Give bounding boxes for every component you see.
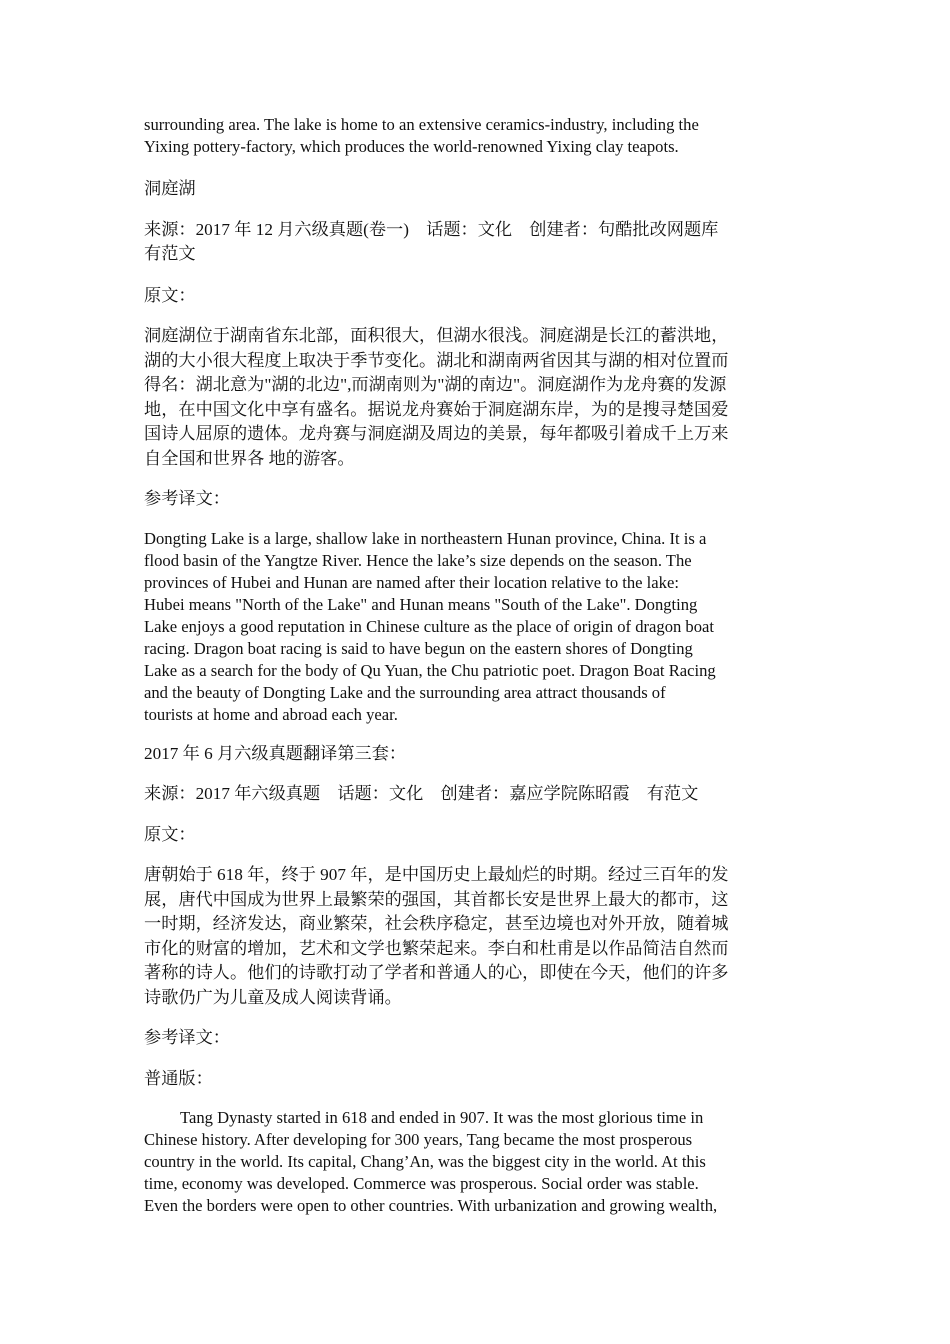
text-line: 展，唐代中国成为世界上最繁荣的强国，其首都长安是世界上最大的都市，这 <box>144 889 729 909</box>
text-line: Lake enjoys a good reputation in Chinese culture as the place of origin of dragon boat <box>144 616 715 636</box>
translation-text <box>144 1107 812 1217</box>
text-line: 湖的大小很大程度上取决于季节变化。湖北和湖南两省因其与湖的相对位置而 <box>144 350 729 370</box>
text-line: 唐朝始于 618 年，终于 907 年，是中国历史上最灿烂的时期。经过三百年的发 <box>144 865 729 884</box>
original-text <box>144 324 812 471</box>
source-line: 来源：2017 年 12 月六级真题(卷一) 话题：文化 创建者：句酷批改网题库 <box>144 219 719 239</box>
text-line: 著称的诗人。他们的诗歌打动了学者和普通人的心，即使在今天，他们的许多 <box>144 963 729 982</box>
text-line: provinces of Hubei and Hunan are named after their location relative to the lake: <box>144 572 679 592</box>
original-text <box>144 863 812 1010</box>
translation-label: 参考译文： <box>144 1028 230 1047</box>
text-line: and the beauty of Dongting Lake and the surrounding area attract thousands of <box>144 682 666 702</box>
translation-text <box>144 528 812 726</box>
text-line: 国诗人屈原的遗体。龙舟赛与洞庭湖及周边的美景，每年都吸引着成千上万来 <box>144 424 729 443</box>
text-line: racing. Dragon boat racing is said to have begun on the eastern shores of Dongting <box>144 638 693 658</box>
section-title: 洞庭湖 <box>144 179 196 198</box>
text-line: time, economy was developed. Commerce was prosperous. Social order was stable. <box>144 1174 699 1193</box>
text-line: Hubei means "North of the Lake" and Hunan means "South of the Lake". Dongting <box>144 594 698 614</box>
text-line: country in the world. Its capital, Chang’An, was the biggest city in the world. At this <box>144 1152 706 1171</box>
text-line: 自全国和世界各 地的游客。 <box>144 448 355 468</box>
text-line: 市化的财富的增加，艺术和文学也繁荣起来。李白和杜甫是以作品简洁自然而 <box>144 938 729 958</box>
text-line: flood basin of the Yangtze River. Hence the lake’s size depends on the season. The <box>144 550 692 570</box>
section-title: 2017 年 6 月六级真题翻译第三套： <box>144 743 407 763</box>
translation-label: 参考译文： <box>144 489 230 508</box>
text-line: Chinese history. After developing for 300 years, Tang became the most prosperous <box>144 1130 693 1149</box>
text-line: 一时期，经济发达，商业繁荣，社会秩序稳定，甚至边境也对外开放，随着城 <box>144 914 729 933</box>
intro-paragraph <box>144 114 812 158</box>
original-label: 原文： <box>144 824 196 844</box>
document-page <box>144 114 812 1217</box>
text-line: 洞庭湖位于湖南省东北部，面积很大，但湖水很浅。洞庭湖是长江的蓄洪地， <box>144 326 729 345</box>
text-line: Yixing pottery-factory, which produces the world-renowned Yixing clay teapots. <box>144 137 679 156</box>
text-line: surrounding area. The lake is home to an extensive ceramics-industry, including the <box>144 115 699 134</box>
source-info: 来源：2017 年六级真题 话题：文化 创建者：嘉应学院陈昭霞 有范文 <box>144 784 699 803</box>
text-line: Even the borders were open to other countries. With urbanization and growing wealth, <box>144 1196 718 1215</box>
text-line: 得名：湖北意为"湖的北边",而湖南则为"湖的南边"。洞庭湖作为龙舟赛的发源 <box>144 375 727 394</box>
text-line: Dongting Lake is a large, shallow lake in northeastern Hunan province, China. It is a <box>144 528 707 548</box>
text-line: Lake as a search for the body of Qu Yuan, the Chu patriotic poet. Dragon Boat Racing <box>144 660 716 680</box>
source-line: 有范文 <box>144 244 196 263</box>
text-line: Tang Dynasty started in 618 and ended in 907. It was the most glorious time in <box>180 1108 704 1127</box>
version-label: 普通版： <box>144 1068 213 1088</box>
source-info <box>144 218 812 267</box>
text-line: 地，在中国文化中享有盛名。据说龙舟赛始于洞庭湖东岸，为的是搜寻楚国爱 <box>144 399 729 419</box>
original-label: 原文： <box>144 285 196 305</box>
text-line: tourists at home and abroad each year. <box>144 704 398 724</box>
text-line: 诗歌仍广为儿童及成人阅读背诵。 <box>144 987 402 1007</box>
